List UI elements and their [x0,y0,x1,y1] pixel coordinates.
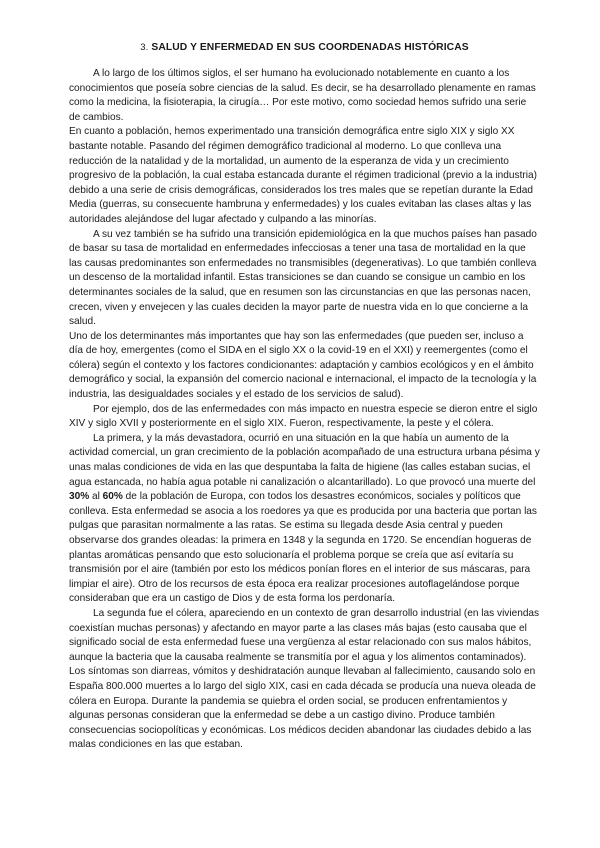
section-title [69,42,540,53]
plague-text-3: de la población de Europa, con todos los desastres económicos, sociales y políticos que conlleva. Esta enfermedad se asocia a los roedores ya que es producida por una bacteria que portan las pulgas que parasitan normalmente a las ratas. Se estima su llegada desde Asia central y pueden observarse dos grandes oleadas: la primera en 1348 y la segunda en 1720. Se encendían hogueras de plantas aromáticas pensando que esto solucionaría el problema porque se creía que así evitaría su transmisión por el aire (también por esto los médicos ponían flores en el interior de sus máscaras, para limpiar el aire). Otro de los recursos de esta época era realizar procesiones autoflagelándose porque consideraban que era un castigo de Dios y de esta forma los perdonaría. [69,491,537,605]
paragraph-epidemiological-transition: A su vez también se ha sufrido una transición epidemiológica en la que muchos países han pasado de basar su tasa de mortalidad en enfermedades infecciosas a tener una tasa de mortalidad en la que las causas predominantes son enfermedades no transmisibles (degenerativas). Lo que también conlleva un descenso de la mortalidad infantil. Estas transiciones se dan cuando se consigue un cambio en los determinantes sociales de la salud, que en resumen son las circunstancias en que las personas nacen, crecen, viven y envejecen y las cuales deciden la mayor parte de nuestra vida en lo que concierne a la salud. [69,228,537,328]
paragraph-example: Por ejemplo, dos de las enfermedades con más impacto en nuestra especie se dieron entre el siglo XIV y siglo XVII y posteriormente en el siglo XIX. Fueron, respectivamente, la peste y el cólera. [69,403,538,430]
paragraph-intro: A lo largo de los últimos siglos, el ser humano ha evolucionado notablemente en cuanto a los conocimientos que poseía sobre ciencias de la salud. Es decir, se ha desarrollado plenamente en ramas como la medicina, la fisioterapia, la cirugía… Por este motivo, como sociedad hemos sufrido una serie de cambios. [69,68,536,123]
paragraph-plague [69,432,540,607]
plague-text-2: al [89,491,103,503]
section-title-text: SALUD Y ENFERMEDAD EN SUS COORDENADAS HISTÓRICAS [151,42,469,53]
paragraph-demographic-transition: En cuanto a población, hemos experimentado una transición demográfica entre siglo XIX y siglo XX bastante notable. Pasando del régimen demográfico tradicional al moderno. Lo que conlleva una reducción de la natalidad y de la mortalidad, un aumento de la esperanza de vida y un crecimiento progresivo de la población, la cual estaba estancada durante el régimen tradicional (previo a la industria) debido a una serie de crisis demográficas, considerados los tres males que se repetían durante la Edad Media (guerras, su consecuente hambruna y enfermedades) y los cuales evitaban las clases altas y las autoridades alejándose del lugar afectado y culpando a las minorías. [69,126,537,225]
paragraph-determinants: Uno de los determinantes más importantes que hay son las enfermedades (que pueden ser, incluso a día de hoy, emergentes (como el SIDA en el siglo XX o la covid-19 en el XXI) y reemergentes (como el cólera) según el contexto y los factores condicionantes: adaptación y cambios ecológicos y en el ámbito demográfico y social, la expansión del comercio nacional e internacional, el impacto de la tecnología y la industria, las desigualdades sociales y el estado de los servicios de salud). [69,330,537,401]
paragraph-cholera: La segunda fue el cólera, apareciendo en un contexto de gran desarrollo industrial (en las viviendas coexistían muchas personas) y afectando en mayor parte a las clases más bajas (esto causaba que el significado social de esta enfermedad fuese una vergüenza al estar relacionado con sus malos hábitos, aunque la bacteria que la causaba realmente se transmitía por el agua y los alimentos contaminados). Los síntomas son diarreas, vómitos y deshidratación aunque llevaban al fallecimiento, causando solo en España 800.000 muertes a lo largo del siglo XIX, casi en cada década se producía una nueva oleada de cólera en Europa. Durante la pandemia se quiebra el orden social, se producen enfrentamientos y algunas personas consideran que la enfermedad se debe a un castigo divino. Produce también consecuencias sociopolíticas y económicas. Los médicos deciden abandonar las ciudades debido a las malas condiciones en las que estaban. [69,607,540,751]
plague-percent-high: 60% [102,491,123,503]
plague-text-1: La primera, y la más devastadora, ocurrió en una situación en la que había un aumento de la actividad comercial, un gran crecimiento de la población acompañado de una estructura urbana pésima y unas malas condiciones de vida en las que despuntaba la falta de higiene (las calles estaban sucias, el agua estancada, no había agua potable ni canalización o alcantarillado). Lo que provocó una muerte del [69,432,540,488]
plague-percent-low: 30% [69,491,90,503]
section-number: 3. [140,42,149,53]
